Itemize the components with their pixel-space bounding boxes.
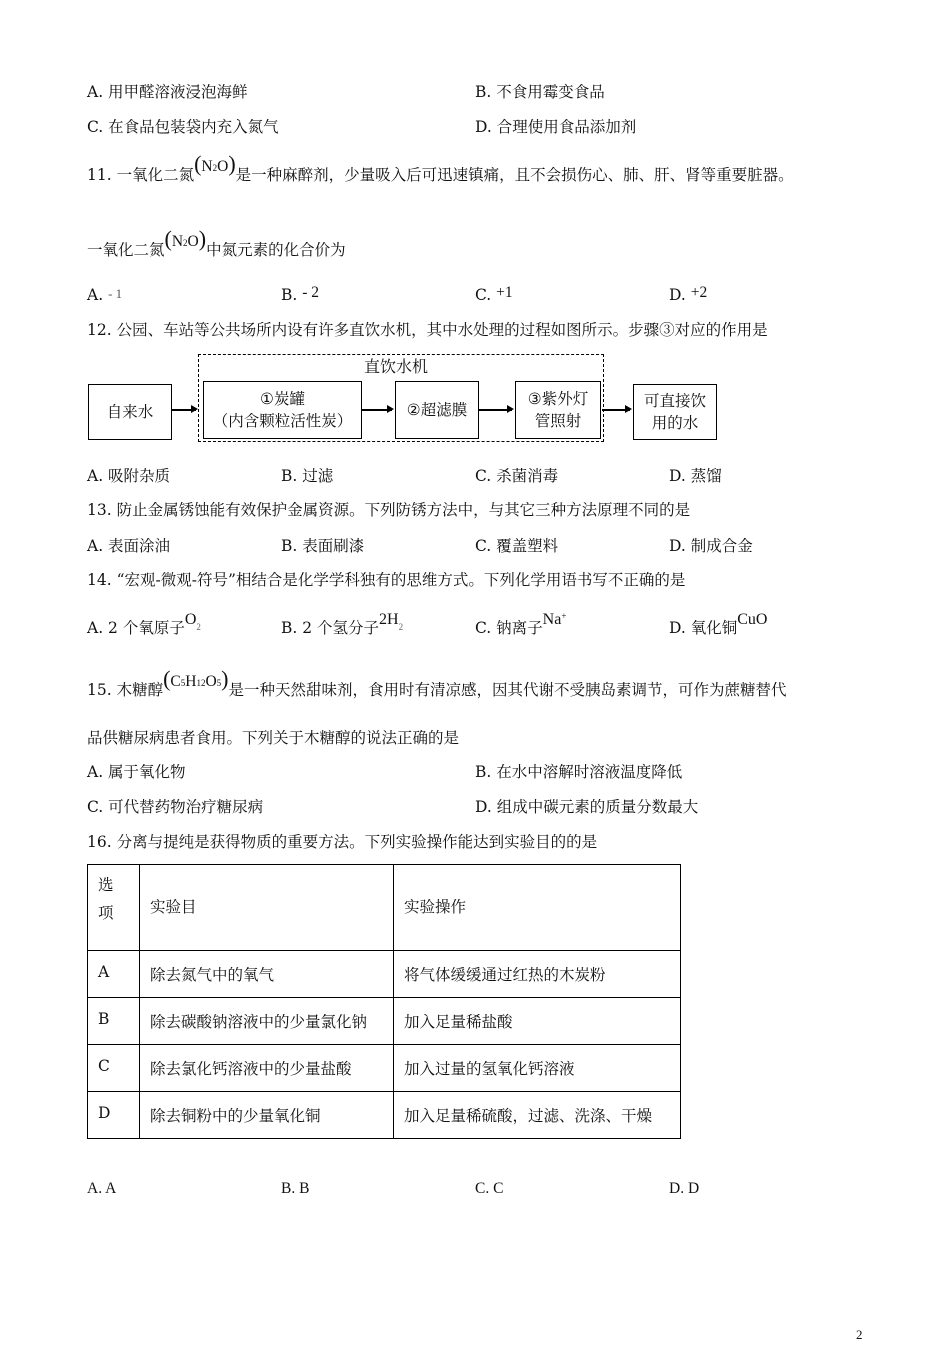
table-header-row [88,865,681,951]
arrow-1 [172,409,196,411]
q14-option-b: B. 2 个氢分子2H2 [281,611,404,637]
q14-stem: 14. “宏观-微观-符号”相结合是化学学科独有的思维方式。下列化学用语书写不正确的是 [87,571,686,589]
q15-option-b: B. 在水中溶解时溶液温度降低 [475,763,683,781]
arrow-3 [479,409,512,411]
arrow-2 [362,409,392,411]
q11-option-d: D. +2 [669,284,708,304]
q11-formula: (N2O) [194,151,236,176]
q11-option-c: C. +1 [475,284,513,304]
q12-option-c: C. 杀菌消毒 [475,467,559,485]
q12-option-b: B. 过滤 [281,467,334,485]
q14-option-a: A. 2 个氧原子O2 [87,611,201,637]
q13-option-a: A. 表面涂油 [87,537,171,555]
q15-option-a: A. 属于氧化物 [87,763,186,781]
q14-option-c: C. 钠离子Na+ [475,611,567,637]
q11-lead: 11. 一氧化二氮 [87,166,195,184]
q10-option-d: D. 合理使用食品添加剂 [475,118,637,136]
tap-water-box: 自来水 [88,384,172,440]
carbon-tank-box: ①炭罐 （内含颗粒活性炭） [203,381,362,439]
q10-option-c: C. 在食品包装袋内充入氮气 [87,118,279,136]
q11-option-a: A. - 1 [87,286,123,304]
table-row: A 除去氮气中的氧气 将气体缓缓通过红热的木炭粉 [88,951,681,998]
q11-stem-line2: 一氧化二氮(N2O)中氮元素的化合价为 [87,226,346,259]
arrow-4 [602,409,630,411]
q13-option-d: D. 制成合金 [669,537,753,555]
q16-table [87,864,681,1139]
q13-stem: 13. 防止金属锈蚀能有效保护金属资源。下列防锈方法中，与其它三种方法原理不同的是 [87,501,691,519]
table-row: C 除去氯化钙溶液中的少量盐酸 加入过量的氢氧化钙溶液 [88,1045,681,1092]
q11-rest: 是一种麻醉剂，少量吸入后可迅速镇痛，且不会损伤心、肺、肝、肾等重要脏器。 [235,166,794,184]
drinkable-water-box: 可直接饮 用的水 [633,384,717,440]
header-operation: 实验操作 [394,865,681,951]
q12-option-a: A. 吸附杂质 [87,467,171,485]
q11-option-b: B. - 2 [281,284,320,304]
page-number: 2 [856,1327,863,1342]
q11-stem [87,151,794,187]
q14-option-d: D. 氧化铜CuO [669,611,768,637]
q10-option-b: B. 不食用霉变食品 [475,83,605,101]
table-row: D 除去铜粉中的少量氧化铜 加入足量稀硫酸，过滤、洗涤、干燥 [88,1092,681,1139]
q10-option-a: A. 用甲醛溶液浸泡海鲜 [87,83,248,101]
q16-option-b: B. B [281,1180,310,1197]
machine-label: 直饮水机 [364,357,429,376]
q16-option-c: C. C [475,1180,504,1197]
q16-option-d: D. D [669,1180,700,1197]
q13-option-c: C. 覆盖塑料 [475,537,559,555]
q12-stem: 12. 公园、车站等公共场所内设有许多直饮水机，其中水处理的过程如图所示。步骤③对应的作用是 [87,321,768,339]
ultrafiltration-box: ②超滤膜 [395,381,479,439]
uv-lamp-box: ③紫外灯 管照射 [515,381,601,439]
q12-option-d: D. 蒸馏 [669,467,722,485]
header-purpose: 实验目 [140,865,394,951]
q15-formula: (C5H12O5) [163,666,229,691]
header-option: 选 项 [88,865,140,951]
q16-option-a: A. A [87,1180,117,1197]
q16-stem: 16. 分离与提纯是获得物质的重要方法。下列实验操作能达到实验目的的是 [87,833,598,851]
q11-formula-2: (N2O) [164,226,207,251]
q15-option-d: D. 组成中碳元素的质量分数最大 [475,798,699,816]
q13-option-b: B. 表面刷漆 [281,537,365,555]
q15-option-c: C. 可代替药物治疗糖尿病 [87,798,264,816]
q15-stem-line2: 品供糖尿病患者食用。下列关于木糖醇的说法正确的是 [87,729,460,747]
q15-stem: 15. 木糖醇(C5H12O5)是一种天然甜味剂，食用时有清凉感，因其代谢不受胰岛素调节，可作为蔗糖替代 [87,666,787,699]
table-row: B 除去碳酸钠溶液中的少量氯化钠 加入足量稀盐酸 [88,998,681,1045]
